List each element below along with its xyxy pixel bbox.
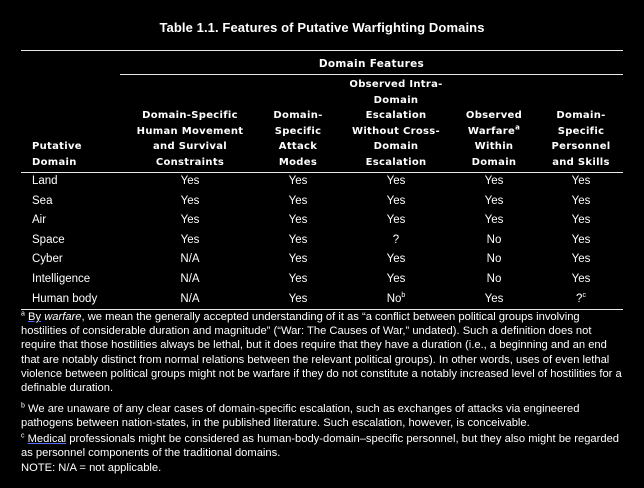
column-header-line: Specific	[274, 125, 322, 137]
column-header-line: and Survival	[152, 141, 227, 152]
table-cell: Yes	[180, 214, 200, 227]
table-cell: ?$^c$	[576, 291, 586, 305]
table-cell: N/A	[180, 253, 200, 266]
row-header-line: Putative	[32, 141, 82, 152]
group-header: Domain Features	[318, 58, 425, 70]
column-header-line: Domain	[373, 141, 419, 152]
column-header-line: Domain-	[273, 110, 323, 121]
table-cell: Yes	[571, 273, 591, 285]
table-cell: Yes	[180, 194, 200, 207]
column-header-line: Domain-	[556, 110, 606, 121]
column-header-line: Observed Intra-	[349, 79, 443, 90]
table-cell: No$^b$	[386, 291, 406, 305]
domain-cell: Air	[32, 214, 47, 227]
table-title: Table 1.1. Features of Putative Warfighting Domains	[159, 20, 485, 35]
domain-cell: Cyber	[32, 253, 63, 266]
footnote-a: $^a$ By warfare, we mean the generally accepted understanding of it as “a conflict between political groups involving hostilities of considerable duration and magnitude” (“War: The Causes of War,” undated). Such a definition does not require that those hostilities always be lethal, but it does require that they have a duration (i.e., a beginning and an end that are notably distinct from normal relations between the relevant political groups). In other words, uses of even lethal violence between political groups might not be warfare if they do not constitute a notably increased level of hostilities for a definable duration.	[21, 310, 622, 395]
domain-cell: Space	[32, 233, 65, 246]
table-cell: Yes	[180, 233, 200, 246]
table-row	[0, 234, 644, 254]
top-rule	[21, 50, 623, 51]
domain-cell: Land	[32, 175, 58, 187]
column-header-line: Constraints	[155, 156, 225, 168]
row-header-line: Domain	[32, 156, 77, 168]
footnote-b: $^b$ We are unaware of any clear cases of domain-specific escalation, such as exchanges of attacks via engineered pathogens between nation-states, in the published literature. Such escalation, however, is conceivable.	[21, 402, 580, 430]
table-cell: Yes	[484, 292, 504, 305]
column-header-line: Domain-Specific	[142, 110, 238, 121]
table-cell: Yes	[288, 233, 308, 246]
column-header-line: Within	[474, 141, 514, 152]
table-cell: Yes	[386, 273, 406, 285]
table-cell: Yes	[288, 175, 308, 187]
column-header-line: Personnel	[551, 141, 611, 152]
column-header-line: Domain	[373, 94, 419, 106]
table-cell: Yes	[180, 175, 200, 187]
table-row	[0, 273, 644, 293]
domain-cell: Human body	[32, 292, 98, 305]
table-row	[0, 214, 644, 234]
column-header-line: Escalation	[365, 110, 427, 121]
table-cell: Yes	[288, 214, 308, 227]
column-header-line: Modes	[278, 156, 318, 168]
domain-cell: Sea	[32, 194, 53, 207]
table-cell: Yes	[288, 292, 308, 305]
group-rule	[120, 74, 623, 75]
table-cell: No	[486, 233, 502, 246]
column-header-line: Without Cross-	[351, 125, 440, 137]
table-cell: Yes	[571, 214, 591, 227]
column-header-line: Escalation	[365, 156, 427, 168]
column-header-line: and Skills	[552, 156, 610, 168]
table-cell: No	[486, 273, 502, 285]
table-cell: Yes	[484, 194, 504, 207]
table-cell: Yes	[484, 175, 504, 187]
column-header-line: Warfare$^a$	[467, 123, 521, 137]
table-cell: Yes	[288, 273, 308, 285]
table-cell: Yes	[386, 214, 406, 227]
table-cell: N/A	[180, 273, 200, 285]
table-cell: Yes	[288, 253, 308, 266]
footnote-c: $^c$ Medical professionals might be considered as human-body-domain–specific personnel, but they also might be regarded as personnel components of the traditional domains.	[21, 432, 620, 460]
table-cell: Yes	[484, 214, 504, 227]
domain-cell: Intelligence	[32, 273, 91, 285]
table-cell: Yes	[386, 194, 406, 207]
table-row	[0, 253, 644, 273]
table-cell: N/A	[180, 292, 200, 305]
column-header-line: Attack	[278, 141, 318, 152]
table-row	[0, 175, 644, 195]
table-cell: ?	[392, 233, 400, 246]
column-header-line: Human Movement	[136, 125, 244, 137]
table-row	[0, 195, 644, 215]
table-cell: Yes	[571, 233, 591, 246]
table-cell: Yes	[288, 194, 308, 207]
table-cell: Yes	[386, 175, 406, 187]
table-cell: Yes	[571, 253, 591, 266]
column-header-line: Observed	[465, 110, 523, 121]
column-header-line: Specific	[557, 125, 605, 137]
header-rule	[21, 172, 623, 173]
table-cell: Yes	[571, 175, 591, 187]
note: NOTE: N/A = not applicable.	[21, 462, 162, 474]
column-header-line: Domain	[471, 156, 517, 168]
table-cell: Yes	[571, 194, 591, 207]
table-cell: No	[486, 253, 502, 266]
table-cell: Yes	[386, 253, 406, 266]
